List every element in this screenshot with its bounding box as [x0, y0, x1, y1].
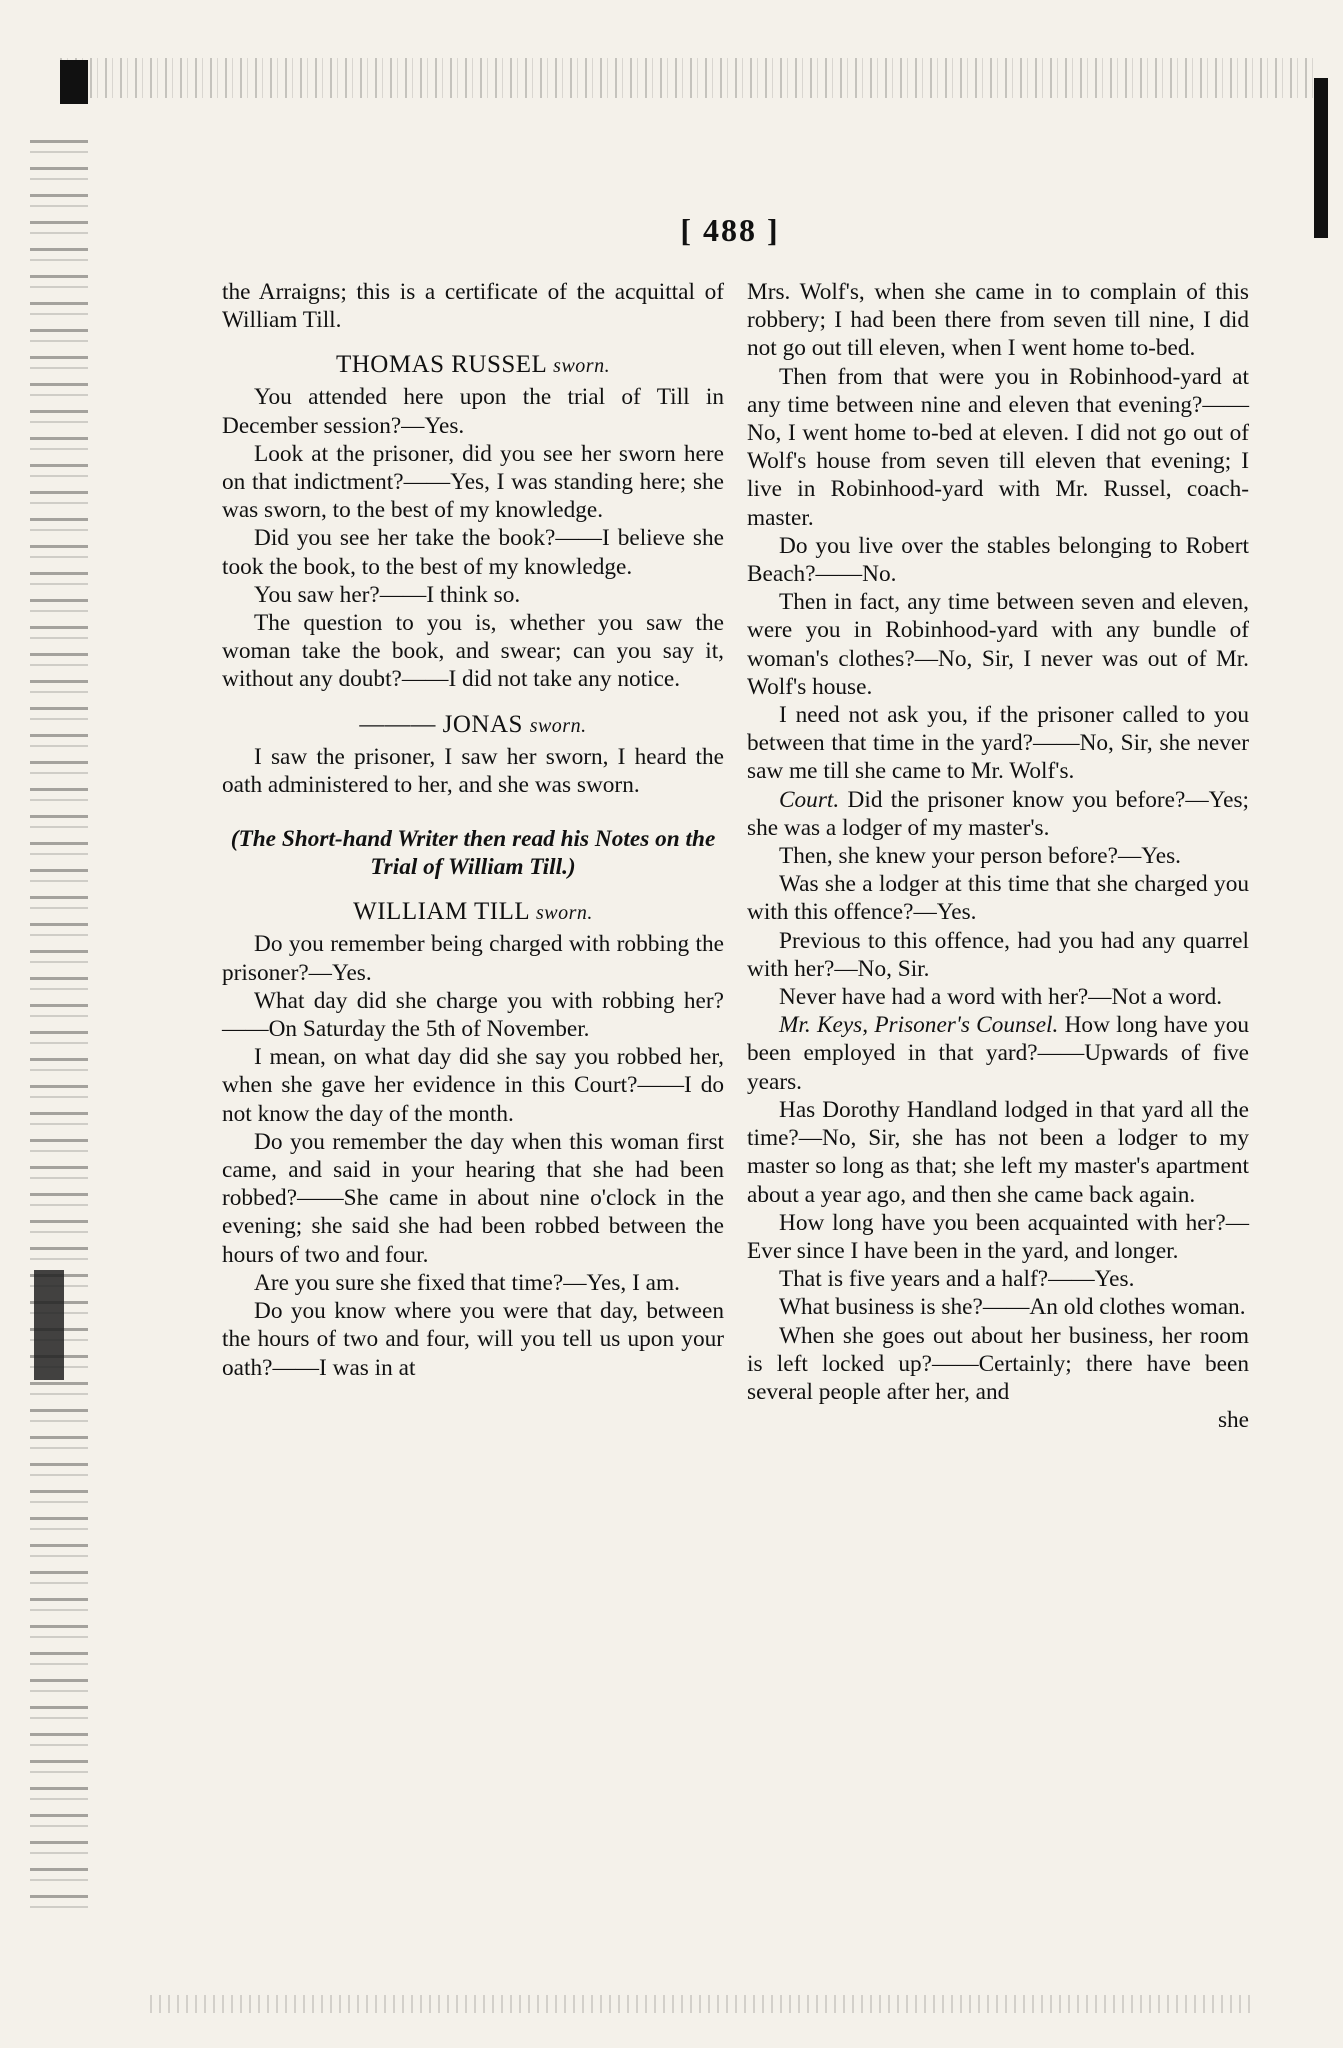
catchword: she: [1217, 1407, 1249, 1434]
testimony-paragraph: What day did she charge you with robbing her?——On Saturday the 5th of November.: [222, 987, 724, 1043]
witness-heading: [222, 350, 724, 381]
scan-edge-bar: [1314, 78, 1328, 238]
testimony-paragraph: Then, she knew your person before?—Yes.: [779, 843, 1181, 870]
sworn-label: sworn.: [529, 714, 587, 737]
testimony-paragraph: You attended here upon the trial of Till in December session?—Yes.: [222, 384, 724, 439]
witness-heading: [222, 897, 724, 928]
speaker-label: Court.: [779, 786, 840, 813]
scan-noise-bottom: [150, 1995, 1250, 2013]
witness-name: WILLIAM TILL: [353, 898, 536, 926]
editorial-note: (The Short-hand Writer then read his Notes on the Trial of William Till.): [230, 826, 716, 881]
testimony-text: How long have you been employed in that yard?——Upwards of five years.: [747, 1012, 1249, 1095]
testimony-paragraph: Are you sure she fixed that time?—Yes, I am.: [254, 1269, 680, 1296]
testimony-paragraph: Then in fact, any time between seven and eleven, were you in Robinhood-yard with any bundle of woman's clothes?—No, Sir, I never was out of Mr. Wolf's house.: [747, 589, 1249, 700]
testimony-text: Did the prisoner know you before?—Yes; she was a lodger of my master's.: [747, 786, 1249, 841]
testimony-paragraph: I saw the prisoner, I saw her sworn, I heard the oath administered to her, and she was sworn.: [222, 743, 724, 798]
testimony-paragraph: How long have you been acquainted with her?—Ever since I have been in the yard, and longer.: [747, 1209, 1249, 1264]
testimony-paragraph: I need not ask you, if the prisoner called to you between that time in the yard?——No, Sir, she never saw me till she came to Mr. Wolf's.: [747, 702, 1249, 785]
testimony-paragraph: Look at the prisoner, did you see her sworn here on that indictment?——Yes, I was standing here; she was sworn, to the best of my knowledge.: [222, 440, 724, 524]
testimony-paragraph: When she goes out about her business, her room is left locked up?——Certainly; there have been several people after her, and: [747, 1322, 1249, 1405]
testimony-paragraph: Never have had a word with her?—Not a word.: [779, 984, 1223, 1011]
testimony-paragraph: Was she a lodger at this time that she charged you with this offence?—Yes.: [747, 871, 1249, 926]
witness-heading: [222, 710, 724, 741]
testimony-paragraph: Has Dorothy Handland lodged in that yard all the time?—No, Sir, she has not been a lodger to my master so long as that; she left my master's apartment about a year ago, and then she came back again.: [747, 1096, 1249, 1208]
testimony-paragraph: Did you see her take the book?——I believe she took the book, to the best of my knowledge.: [222, 525, 724, 580]
testimony-paragraph: Previous to this offence, had you had any quarrel with her?—No, Sir.: [747, 927, 1249, 982]
sworn-label: sworn.: [553, 355, 611, 378]
right-column: [747, 278, 1249, 1434]
witness-name: ——— JONAS: [359, 710, 530, 738]
testimony-paragraph: Do you remember being charged with robbing the prisoner?—Yes.: [222, 931, 724, 986]
testimony-paragraph: [747, 786, 1249, 842]
testimony-paragraph: What business is she?——An old clothes woman.: [779, 1294, 1246, 1321]
scan-margin-artifacts: [30, 140, 88, 1920]
testimony-paragraph: Mrs. Wolf's, when she came in to complain of this robbery; I had been there from seven till nine, I did not go out till eleven, when I went home to-bed.: [747, 279, 1249, 362]
scan-margin-block: [34, 1270, 64, 1380]
scan-noise-top: [60, 58, 1320, 98]
testimony-paragraph: That is five years and a half?——Yes.: [779, 1266, 1135, 1293]
witness-name: THOMAS RUSSEL: [335, 351, 554, 379]
testimony-paragraph: [747, 1011, 1249, 1096]
testimony-paragraph: You saw her?——I think so.: [254, 581, 521, 608]
sworn-label: sworn.: [535, 902, 593, 925]
testimony-paragraph: the Arraigns; this is a certificate of the acquittal of William Till.: [222, 279, 724, 334]
testimony-paragraph: Do you live over the stables belonging to Robert Beach?——No.: [747, 532, 1249, 588]
speaker-label: Mr. Keys, Prisoner's Counsel.: [779, 1012, 1059, 1039]
testimony-paragraph: I mean, on what day did she say you robbed her, when she gave her evidence in this Court?——I do not know the day of the month.: [222, 1044, 724, 1127]
scan-corner-mark: [60, 60, 88, 104]
left-column: [222, 278, 724, 1382]
testimony-paragraph: The question to you is, whether you saw the woman take the book, and swear; can you say it, without any doubt?——I did not take any notice.: [222, 610, 724, 693]
page-number: [ 488 ]: [680, 212, 780, 248]
testimony-paragraph: Do you remember the day when this woman first came, and said in your hearing that she had been robbed?——She came in about nine o'clock in the evening; she said she had been robbed between the hours of two and four.: [222, 1128, 724, 1268]
testimony-paragraph: Then from that were you in Robinhood-yard at any time between nine and eleven that evening?——No, I went home to-bed at eleven. I did not go out of Wolf's house from seven till eleven that evening; I live in Robinhood-yard with Mr. Russel, coach-master.: [747, 363, 1249, 531]
testimony-paragraph: Do you know where you were that day, between the hours of two and four, will you tell us upon your oath?——I was in at: [222, 1298, 724, 1381]
